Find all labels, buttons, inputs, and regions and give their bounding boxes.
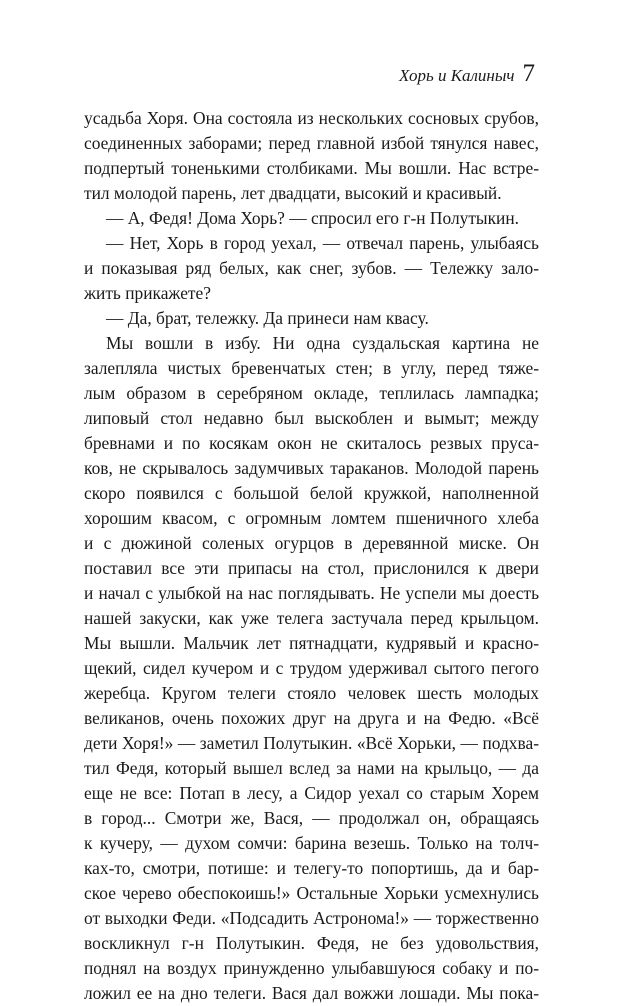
text-line: усадьба Хоря. Она состояла из нескольких сосновых срубов, xyxy=(84,108,539,128)
text-line: поднял на воздух принужденно улыбавшуюся собаку и по- xyxy=(84,958,539,978)
text-line: соединенных заборами; перед главной избой тянулся навес, xyxy=(84,133,539,153)
text-line: и с дюжиной соленых огурцов в деревянной миске. Он xyxy=(84,533,539,553)
text-line: и начал с улыбкой на нас поглядывать. Не успели мы доесть xyxy=(84,583,539,603)
text-line: скоро появился с большой белой кружкой, наполненной xyxy=(84,483,539,503)
text-line: воскликнул г-н Полутыкин. Федя, не без удовольствия, xyxy=(84,933,539,953)
text-line: — А, Федя! Дома Хорь? — спросил его г-н Полутыкин. xyxy=(106,208,520,228)
running-title: Хорь и Калиныч xyxy=(398,66,515,85)
text-line: нашей закуски, как уже телега застучала перед крыльцом. xyxy=(84,608,539,628)
text-line: в город... Смотри же, Вася, — продолжал он, обращаясь xyxy=(84,808,539,828)
page-number: 7 xyxy=(522,60,535,87)
text-line: от выходки Феди. «Подсадить Астронома!» — торжественно xyxy=(84,908,539,928)
text-line: ках-то, смотри, потише: и телегу-то попортишь, да и бар- xyxy=(84,858,539,878)
text-line: лым образом в серебряном окладе, теплилась лампадка; xyxy=(84,383,539,403)
body-text xyxy=(84,106,539,1006)
text-line: Мы вышли. Мальчик лет пятнадцати, кудрявый и красно- xyxy=(84,633,539,653)
text-line: великанов, очень похожих друг на друга и на Федю. «Всё xyxy=(84,708,539,728)
text-line: хорошим квасом, с огромным ломтем пшеничного хлеба xyxy=(84,508,539,528)
text-line: тил Федя, который вышел вслед за нами на крыльцо, — да xyxy=(84,758,539,778)
text-line: — Да, брат, тележку. Да принеси нам квасу. xyxy=(106,308,429,328)
text-line: — Нет, Хорь в город уехал, — отвечал парень, улыбаясь xyxy=(106,233,539,253)
text-line: ков, не скрывалось задумчивых тараканов. Молодой парень xyxy=(84,458,539,478)
text-line: бревнами и по косякам окон не скиталось резвых прусa- xyxy=(84,433,539,453)
text-line: и показывая ряд белых, как снег, зубов. — Тележку зало- xyxy=(84,258,539,278)
text-line: к кучеру, — духом сомчи: барина везешь. Только на толч- xyxy=(84,833,539,853)
text-line: щекий, сидел кучером и с трудом удерживал сытого пегого xyxy=(84,658,539,678)
text-line: дети Хоря!» — заметил Полутыкин. «Всё Хорьки, — подхва- xyxy=(84,733,539,753)
text-line: липовый стол недавно был выскоблен и вымыт; между xyxy=(84,408,539,428)
text-line: Мы вошли в избу. Ни одна суздальская картина не xyxy=(106,333,539,353)
text-line: поставил все эти припасы на стол, прислонился к двери xyxy=(84,558,539,578)
text-line: ложил ее на дно телеги. Вася дал вожжи лошади. Мы пока- xyxy=(84,983,539,1003)
text-line: жить прикажете? xyxy=(84,283,211,303)
text-line: залепляла чистых бревенчатых стен; в углу, перед тяже- xyxy=(84,358,539,378)
text-line: еще не все: Потап в лесу, а Сидор уехал со старым Хорем xyxy=(84,783,539,803)
text-line: подпертый тоненькими столбиками. Мы вошли. Нас встре- xyxy=(84,158,539,178)
text-line: ское черево обеспокоишь!» Остальные Хорьки усмехнулись xyxy=(84,883,539,903)
running-head xyxy=(399,60,535,88)
text-line: жеребца. Кругом телеги стояло человек шесть молодых xyxy=(84,683,539,703)
text-line: тил молодой парень, лет двадцати, высокий и красивый. xyxy=(84,183,502,203)
